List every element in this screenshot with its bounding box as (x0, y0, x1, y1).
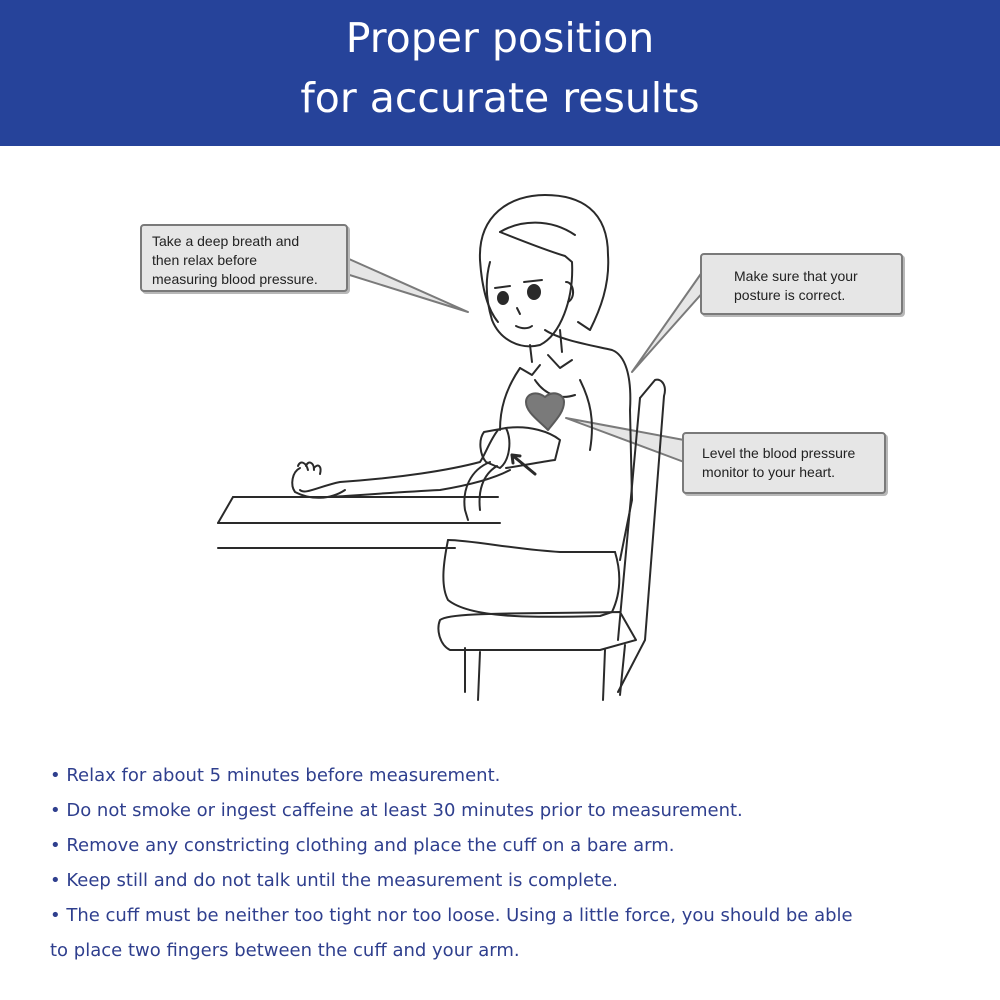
person-head (480, 195, 608, 362)
callout-breath (140, 224, 348, 292)
callout-posture (700, 253, 903, 315)
tip-item: • Remove any constricting clothing and place the cuff on a bare arm. (50, 835, 675, 856)
callout-level-line-2: monitor to your heart. (702, 464, 836, 480)
tip-item: • Keep still and do not talk until the measurement is complete. (50, 870, 618, 891)
person-body (292, 330, 632, 617)
callout-level-line-1: Level the blood pressure (702, 445, 856, 461)
pointer-level (566, 418, 684, 462)
callout-level (682, 432, 886, 494)
page-title-line-2: for accurate results (300, 74, 700, 122)
heart-shape (526, 393, 564, 430)
header-banner (0, 0, 1000, 146)
tip-item: • The cuff must be neither too tight nor too loose. Using a little force, you should be able (50, 905, 853, 926)
tip-item: • Do not smoke or ingest caffeine at least 30 minutes prior to measurement. (50, 800, 743, 821)
callout-breath-line-1: Take a deep breath and (152, 233, 300, 249)
callout-posture-line-1: Make sure that your (734, 268, 858, 284)
pointer-breath (340, 255, 468, 312)
callout-posture-line-2: posture is correct. (734, 287, 846, 303)
page-title-line-1: Proper position (345, 14, 655, 62)
callout-pointers (340, 255, 705, 462)
callout-breath-line-3: measuring blood pressure. (152, 271, 318, 287)
pointer-posture (632, 268, 705, 372)
tip-item: • Relax for about 5 minutes before measurement. (50, 765, 501, 786)
callout-breath-line-2: then relax before (152, 252, 258, 268)
tip-item-continuation: to place two fingers between the cuff and your arm. (50, 940, 520, 961)
